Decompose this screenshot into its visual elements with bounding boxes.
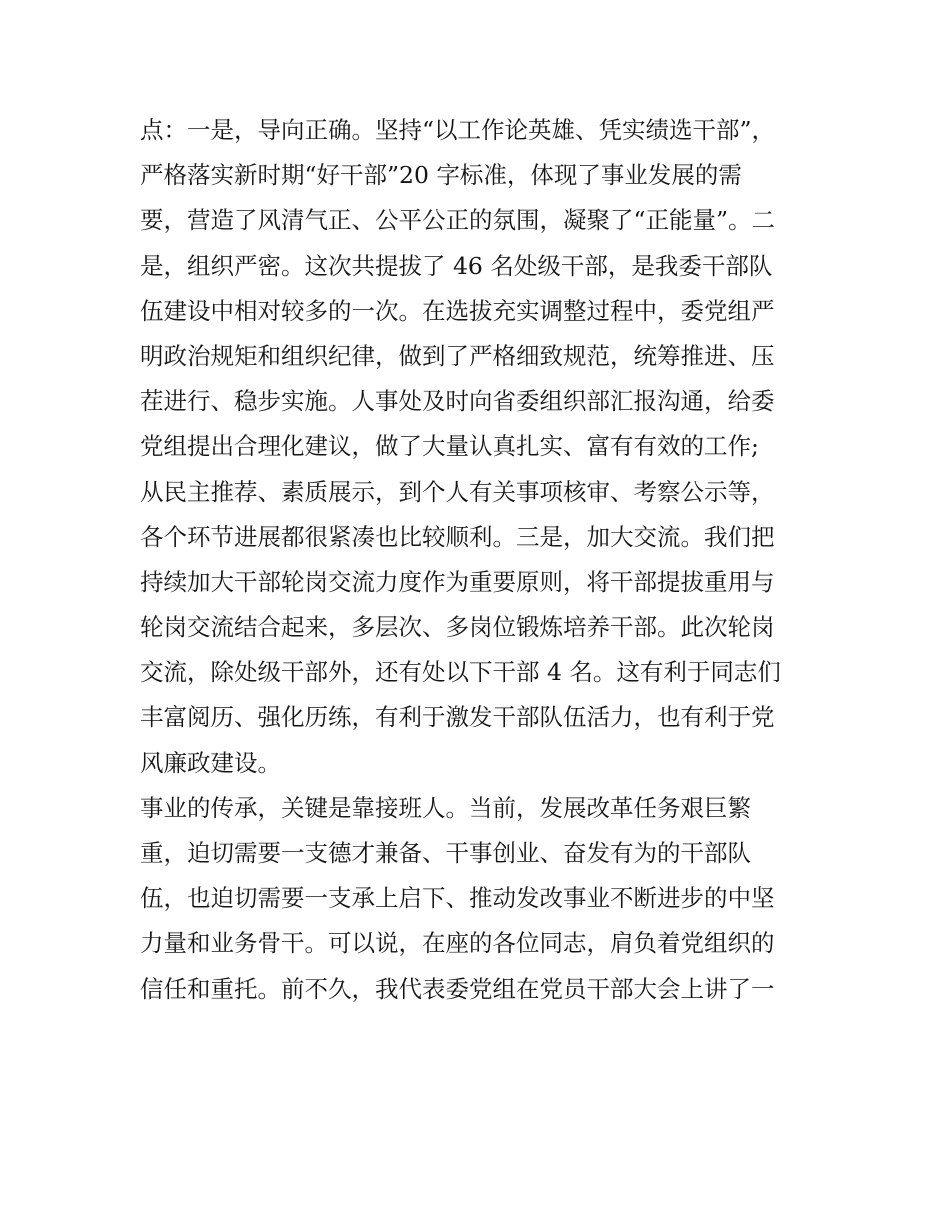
text-line: 信任和重托。前不久，我代表委党组在党员干部大会上讲了一: [140, 974, 775, 1003]
text-line: 明政治规矩和组织纪律，做到了严格细致规范，统筹推进、压: [140, 341, 775, 370]
text-line: 伍，也迫切需要一支承上启下、推动发改事业不断进步的中坚: [140, 884, 775, 913]
text-line: 是，组织严密。这次共提拔了 46 名处级干部，是我委干部队: [140, 251, 773, 280]
text-line: 持续加大干部轮岗交流力度作为重要原则，将干部提拔重用与: [140, 567, 775, 596]
text-line: 伍建设中相对较多的一次。在选拔充实调整过程中，委党组严: [140, 296, 775, 325]
text-line: 从民主推荐、素质展示，到个人有关事项核审、考察公示等，: [140, 477, 775, 506]
text-line: 丰富阅历、强化历练，有利于激发干部队伍活力，也有利于党: [140, 703, 775, 732]
text-line: 要，营造了风清气正、公平公正的氛围，凝聚了“正能量”。二: [140, 206, 776, 235]
text-line: 点：一是，导向正确。坚持“以工作论英雄、凭实绩选干部”，: [140, 116, 776, 144]
text-line: 力量和业务骨干。可以说，在座的各位同志，肩负着党组织的: [140, 929, 775, 958]
text-line: 风廉政建设。: [140, 748, 281, 777]
text-line: 交流，除处级干部外，还有处以下干部 4 名。这有利于同志们: [140, 658, 781, 687]
text-line: 党组提出合理化建议，做了大量认真扎实、富有有效的工作;: [140, 432, 759, 461]
text-line: 严格落实新时期“好干部”20 字标准，体现了事业发展的需: [140, 161, 742, 190]
body-text: [140, 108, 820, 1012]
text-line: 轮岗交流结合起来，多层次、多岗位锻炼培养干部。此次轮岗: [140, 613, 775, 642]
text-line: 各个环节进展都很紧凑也比较顺利。三是，加大交流。我们把: [140, 522, 775, 551]
text-line: 茬进行、稳步实施。人事处及时向省委组织部汇报沟通，给委: [140, 387, 775, 416]
text-line: 事业的传承，关键是靠接班人。当前，发展改革任务艰巨繁: [140, 793, 751, 822]
text-line: 重，迫切需要一支德才兼备、干事创业、奋发有为的干部队: [140, 839, 751, 867]
